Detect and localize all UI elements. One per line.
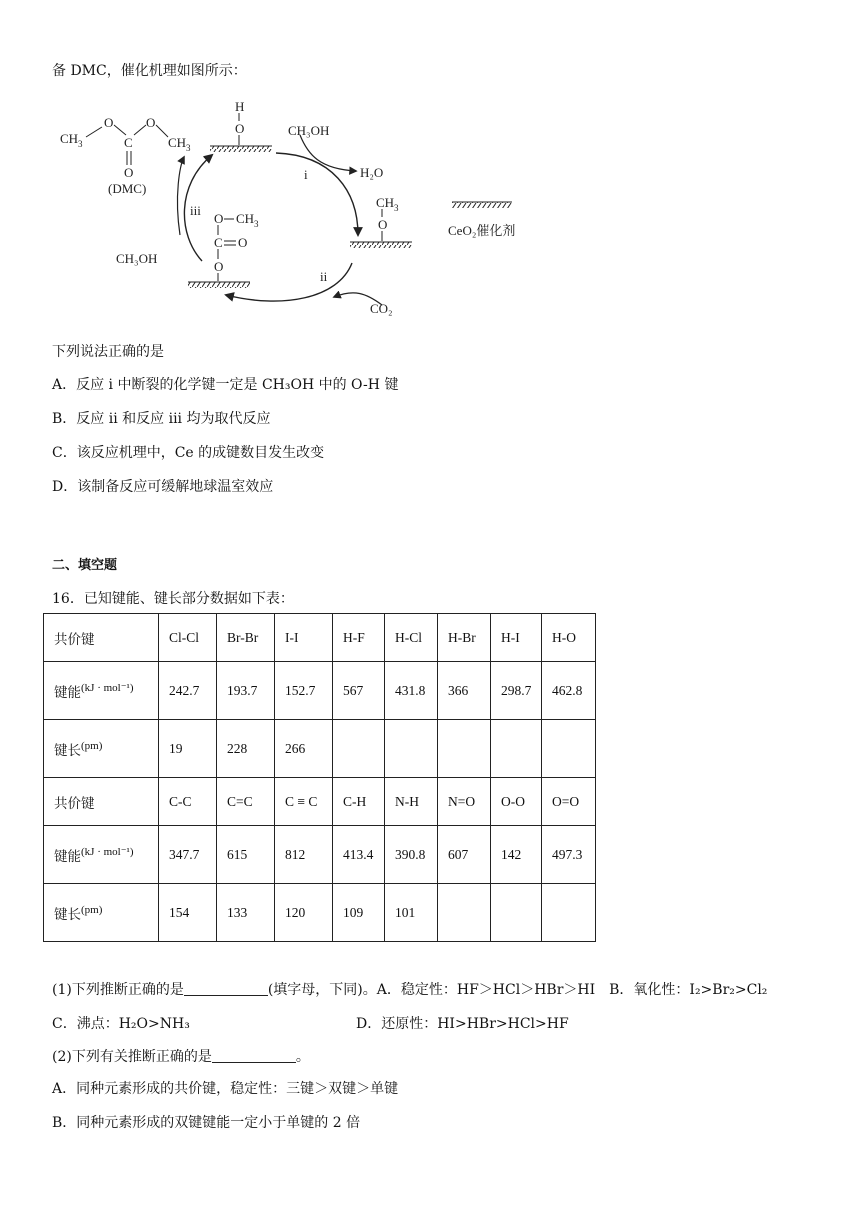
table-cell: 193.7: [217, 662, 275, 720]
svg-text:O: O: [214, 259, 224, 274]
step-ii-label: ii: [320, 269, 328, 284]
table-cell: 462.8: [542, 662, 596, 720]
svg-text:O: O: [124, 165, 134, 180]
table-cell: [542, 720, 596, 778]
table-cell: 133: [217, 884, 275, 942]
table-cell: O=O: [542, 778, 596, 826]
question16-stem: 16．已知键能、键长部分数据如下表：: [52, 591, 294, 607]
table-cell: O-O: [491, 778, 542, 826]
table-cell: C-H: [333, 778, 385, 826]
svg-text:O: O: [235, 121, 245, 136]
table-cell: [491, 720, 542, 778]
table-cell: 142: [491, 826, 542, 884]
length-unit: (pm): [81, 903, 103, 916]
svg-text:H: H: [235, 99, 245, 114]
q1-suffix: (填字母，下同)。A．稳定性：HF＞HCl＞HBr＞HI B．氧化性：I₂>Br₂>Cl₂: [267, 982, 768, 998]
table-row: [44, 884, 596, 942]
table-cell: H-O: [542, 614, 596, 662]
table-cell: H-Cl: [385, 614, 438, 662]
table-cell: [333, 720, 385, 778]
dmc-label: (DMC): [108, 181, 147, 196]
svg-text:O: O: [146, 115, 156, 130]
length-label: 键长: [54, 906, 81, 922]
table-cell: C=C: [217, 778, 275, 826]
table-cell: H-I: [491, 614, 542, 662]
table-cell: C-C: [159, 778, 217, 826]
svg-text:CH: CH: [236, 211, 255, 226]
table-cell: 242.7: [159, 662, 217, 720]
q2-option-a: A．同种元素形成的共价键，稳定性：三键＞双键＞单键: [52, 1081, 399, 1097]
table-row: [44, 826, 596, 884]
co2-label: CO₂: [370, 301, 393, 316]
table-cell: 152.7: [275, 662, 333, 720]
table-row-label: [44, 720, 159, 778]
section-title: 二、填空题: [52, 558, 118, 573]
catalyst-label: CeO₂催化剂: [448, 223, 516, 238]
surface-methoxy: [350, 195, 412, 248]
option-a: A．反应 i 中断裂的化学键一定是 CH₃OH 中的 O-H 键: [52, 377, 399, 393]
table-cell: 413.4: [333, 826, 385, 884]
option-d: D．该制备反应可缓解地球温室效应: [52, 479, 274, 495]
ch3oh-left-label: CH₃OH: [116, 251, 158, 266]
table-cell: C ≡ C: [275, 778, 333, 826]
table-cell: 101: [385, 884, 438, 942]
table-cell: N-H: [385, 778, 438, 826]
table-cell: 120: [275, 884, 333, 942]
table-cell: 298.7: [491, 662, 542, 720]
table-cell: [438, 884, 491, 942]
q1-line: [52, 979, 767, 999]
svg-text:O: O: [378, 217, 388, 232]
table-cell: 431.8: [385, 662, 438, 720]
energy-label: 键能: [54, 684, 81, 700]
table-cell: H-F: [333, 614, 385, 662]
q2-line: [52, 1046, 310, 1066]
q1-answer-blank[interactable]: [184, 981, 268, 996]
table-cell: 347.7: [159, 826, 217, 884]
table-cell: [385, 720, 438, 778]
option-b: B．反应 ii 和反应 iii 均为取代反应: [52, 411, 271, 427]
table-cell: 390.8: [385, 826, 438, 884]
table-cell: 109: [333, 884, 385, 942]
table-cell: 共价键: [44, 778, 159, 826]
table-cell: I-I: [275, 614, 333, 662]
table-cell: [438, 720, 491, 778]
table-row-label: [44, 826, 159, 884]
svg-text:C: C: [124, 135, 133, 150]
length-unit: (pm): [81, 739, 103, 752]
energy-unit: (kJ · mol⁻¹): [81, 845, 134, 858]
table-cell: [491, 884, 542, 942]
energy-unit: (kJ · mol⁻¹): [81, 681, 134, 694]
svg-text:C: C: [214, 235, 223, 250]
q2-answer-blank[interactable]: [212, 1048, 296, 1063]
catalyst-legend: [448, 202, 515, 238]
svg-text:3: 3: [394, 203, 399, 213]
step-iii-label: iii: [190, 203, 201, 218]
table-cell: 812: [275, 826, 333, 884]
svg-text:O: O: [214, 211, 224, 226]
table-cell: 567: [333, 662, 385, 720]
table-cell: Cl-Cl: [159, 614, 217, 662]
q1-option-c: C．沸点：H₂O>NH₃: [52, 1016, 190, 1032]
table-cell: [542, 884, 596, 942]
table-row: [44, 662, 596, 720]
svg-text:CH: CH: [376, 195, 395, 210]
q2-suffix: 。: [295, 1049, 310, 1065]
table-cell: 366: [438, 662, 491, 720]
table-row-label: [44, 662, 159, 720]
table-cell: H-Br: [438, 614, 491, 662]
svg-text:3: 3: [254, 219, 259, 229]
table-cell: 19: [159, 720, 217, 778]
q1-prefix: (1)下列推断正确的是: [52, 982, 184, 998]
svg-text:O: O: [104, 115, 114, 130]
step-i-label: i: [304, 167, 308, 182]
table-cell: N=O: [438, 778, 491, 826]
surface-carbonate: [188, 211, 259, 288]
table-row: [44, 614, 596, 662]
table-row: [44, 778, 596, 826]
q2-prefix: (2)下列有关推断正确的是: [52, 1049, 212, 1065]
q1-option-d: D．还原性：HI>HBr>HCl>HF: [356, 1016, 569, 1032]
table-cell: 497.3: [542, 826, 596, 884]
table-cell: 607: [438, 826, 491, 884]
h2o-label: H₂O: [360, 165, 384, 180]
table-cell: Br-Br: [217, 614, 275, 662]
table-cell: 共价键: [44, 614, 159, 662]
catalysis-mechanism-diagram: [52, 95, 562, 325]
svg-text:3: 3: [186, 143, 191, 153]
surface-hydroxyl: [210, 99, 272, 152]
svg-text:O: O: [238, 235, 248, 250]
svg-text:3: 3: [78, 139, 83, 149]
option-c: C．该反应机理中，Ce 的成键数目发生改变: [52, 445, 325, 461]
question-stem: 下列说法正确的是: [52, 344, 164, 360]
table-cell: 615: [217, 826, 275, 884]
q2-option-b: B．同种元素形成的双键键能一定小于单键的 2 倍: [52, 1115, 361, 1131]
intro-text: 备 DMC，催化机理如图所示：: [52, 63, 247, 79]
table-cell: 154: [159, 884, 217, 942]
energy-label: 键能: [54, 848, 81, 864]
table-cell: 228: [217, 720, 275, 778]
table-row: [44, 720, 596, 778]
dmc-structure: [60, 115, 191, 196]
table-row-label: [44, 884, 159, 942]
bond-data-table: [43, 613, 596, 942]
length-label: 键长: [54, 742, 81, 758]
ch3oh-top-label: CH₃OH: [288, 123, 330, 138]
table-cell: 266: [275, 720, 333, 778]
svg-text:CH: CH: [60, 131, 79, 146]
svg-text:CH: CH: [168, 135, 187, 150]
